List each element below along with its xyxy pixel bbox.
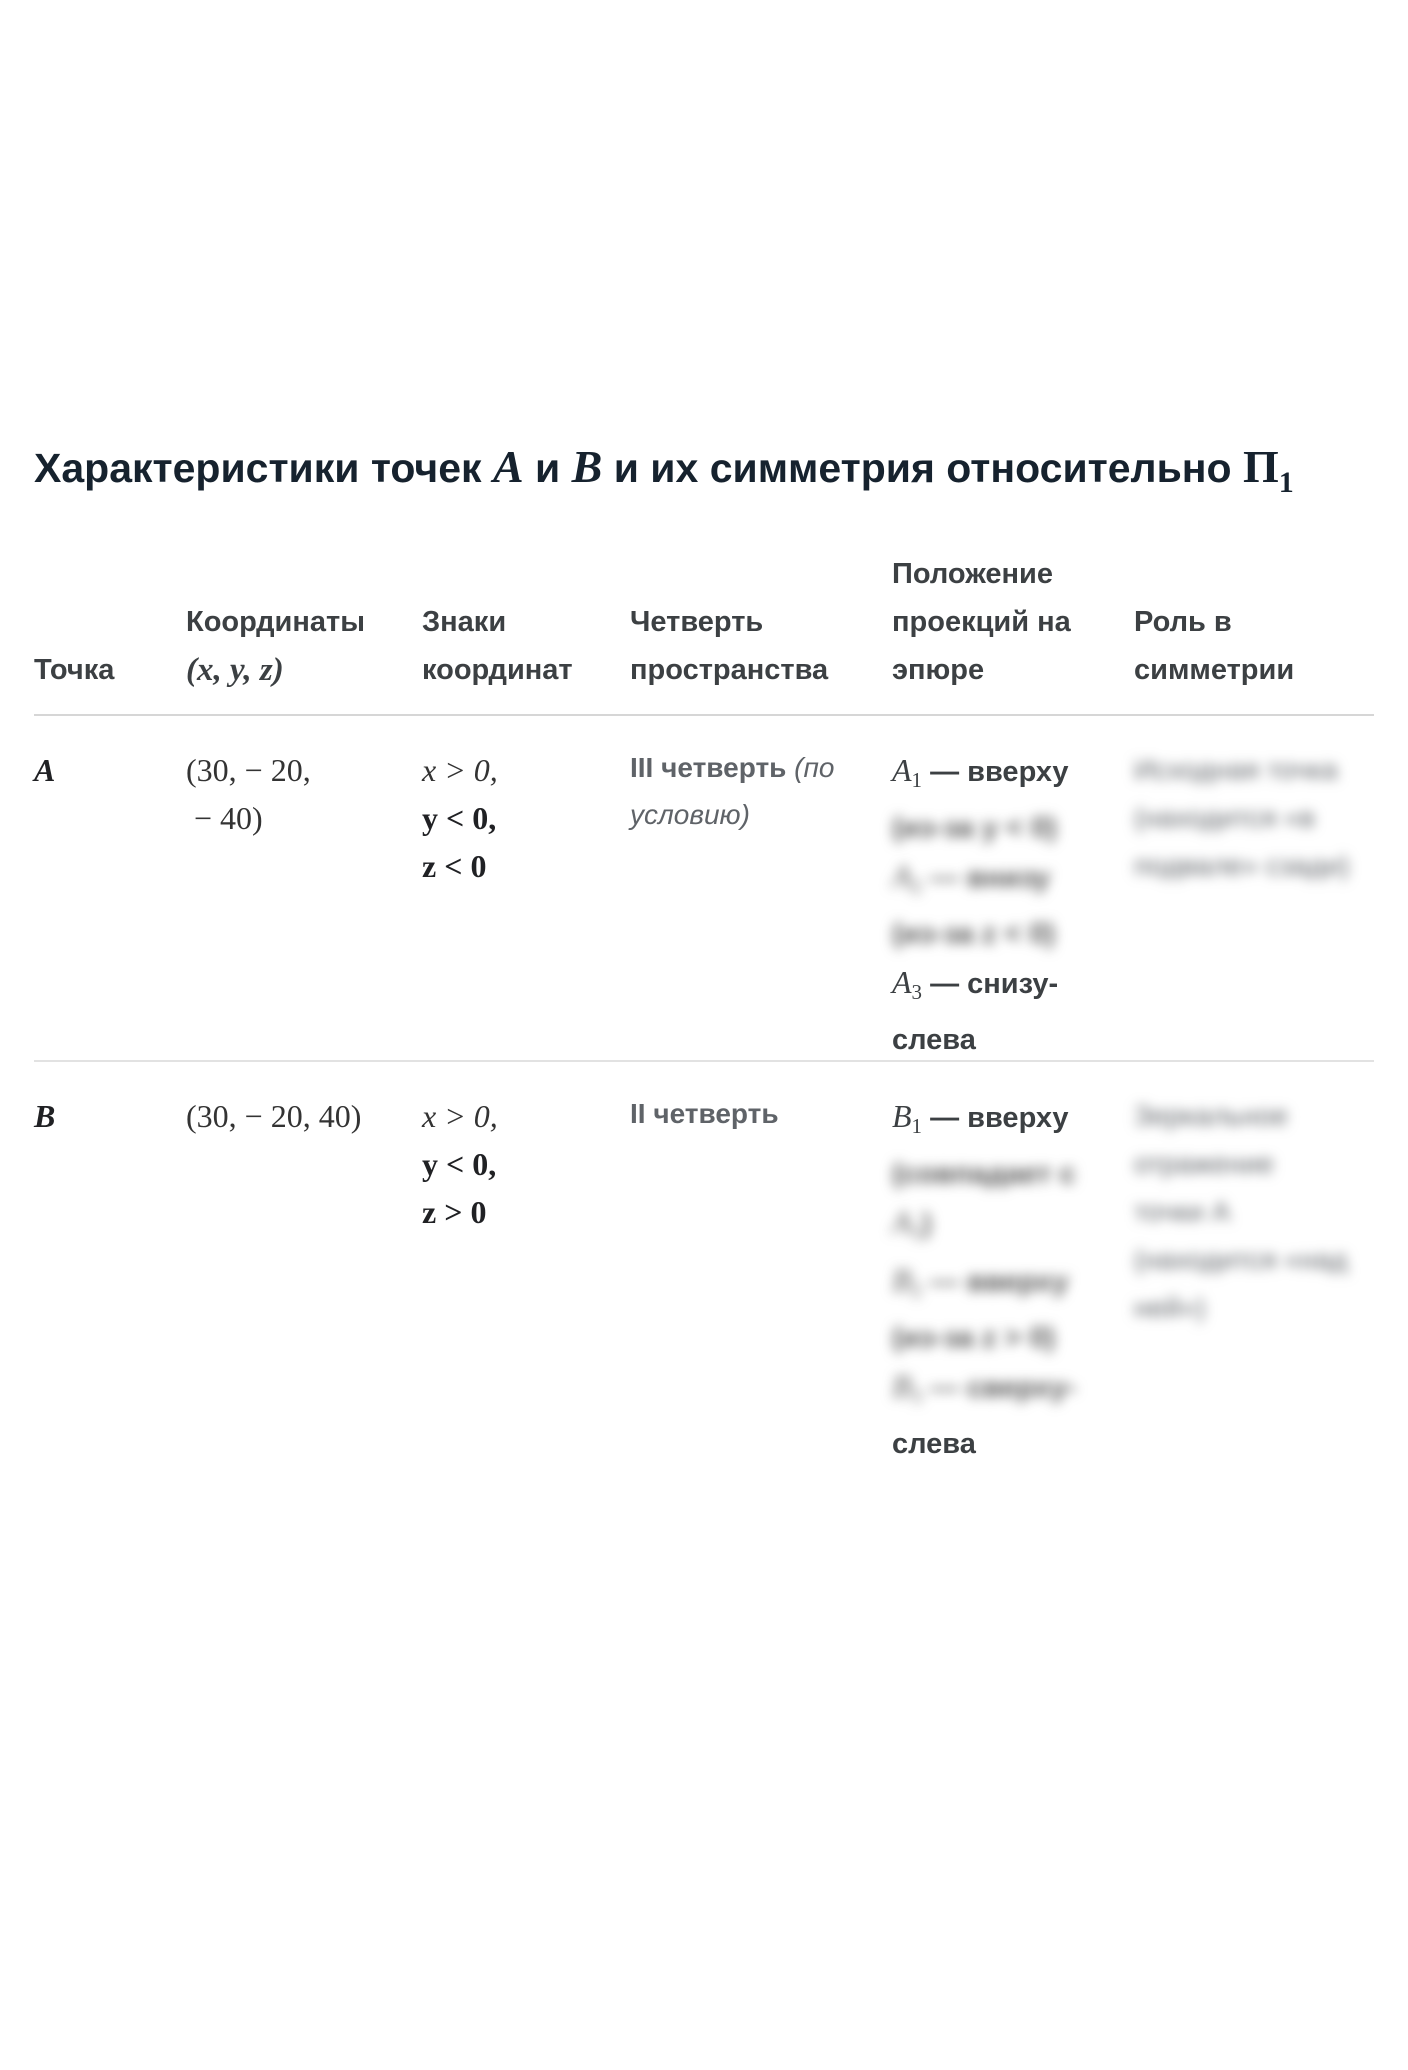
table-row	[34, 716, 1374, 1062]
header-coords: Координаты (x, y, z)	[186, 606, 365, 688]
cell-role: Исходная точка (находится «в подвале» сзади)	[1134, 754, 1350, 881]
cell-coordinates: (30, − 20, − 40)	[186, 752, 311, 836]
title-and: и	[523, 445, 572, 491]
header-quarter: Четверть пространства	[630, 606, 829, 686]
cell-projections: $B_1$ — вверху (совпадает с $A_1$) $B_2$ — вверху (из-за z > 0) $B_3$ — сверху- слева	[892, 1098, 1077, 1460]
cell-signs: x > 0, y < 0, z < 0	[422, 752, 498, 884]
header-role: Роль в симметрии	[1134, 606, 1295, 686]
title-point-b: B	[571, 441, 603, 492]
cell-point: B	[34, 1098, 56, 1134]
cell-signs: x > 0, y < 0, z > 0	[422, 1098, 498, 1230]
cell-quarter: III четверть (по условию)	[630, 752, 835, 830]
characteristics-table	[34, 556, 1374, 1460]
table-header	[34, 556, 1374, 716]
cell-role: Зеркальное отражение точки A (находится «над ней»)	[1134, 1100, 1348, 1323]
cell-projections: $A_1$ — вверху (из-за y < 0) $A_2$ — внизу (из-за z < 0) $A_3$ — снизу- слева	[892, 752, 1069, 1056]
title-text-post: и их симметрия относительно	[602, 445, 1243, 491]
title-pi-sub: 1	[1278, 466, 1294, 499]
title-text-pre: Характеристики точек	[34, 445, 493, 491]
header-projections: Положение проекций на эпюре	[892, 558, 1071, 686]
header-point: Точка	[34, 654, 115, 686]
table-row	[34, 1062, 1374, 1460]
page-title	[34, 440, 1374, 500]
title-point-a: A	[492, 441, 524, 492]
title-pi: Π	[1242, 441, 1279, 492]
cell-point: A	[34, 752, 56, 788]
cell-coordinates: (30, − 20, 40)	[186, 1098, 362, 1134]
cell-quarter: II четверть	[630, 1098, 779, 1129]
header-signs: Знаки координат	[422, 606, 573, 686]
